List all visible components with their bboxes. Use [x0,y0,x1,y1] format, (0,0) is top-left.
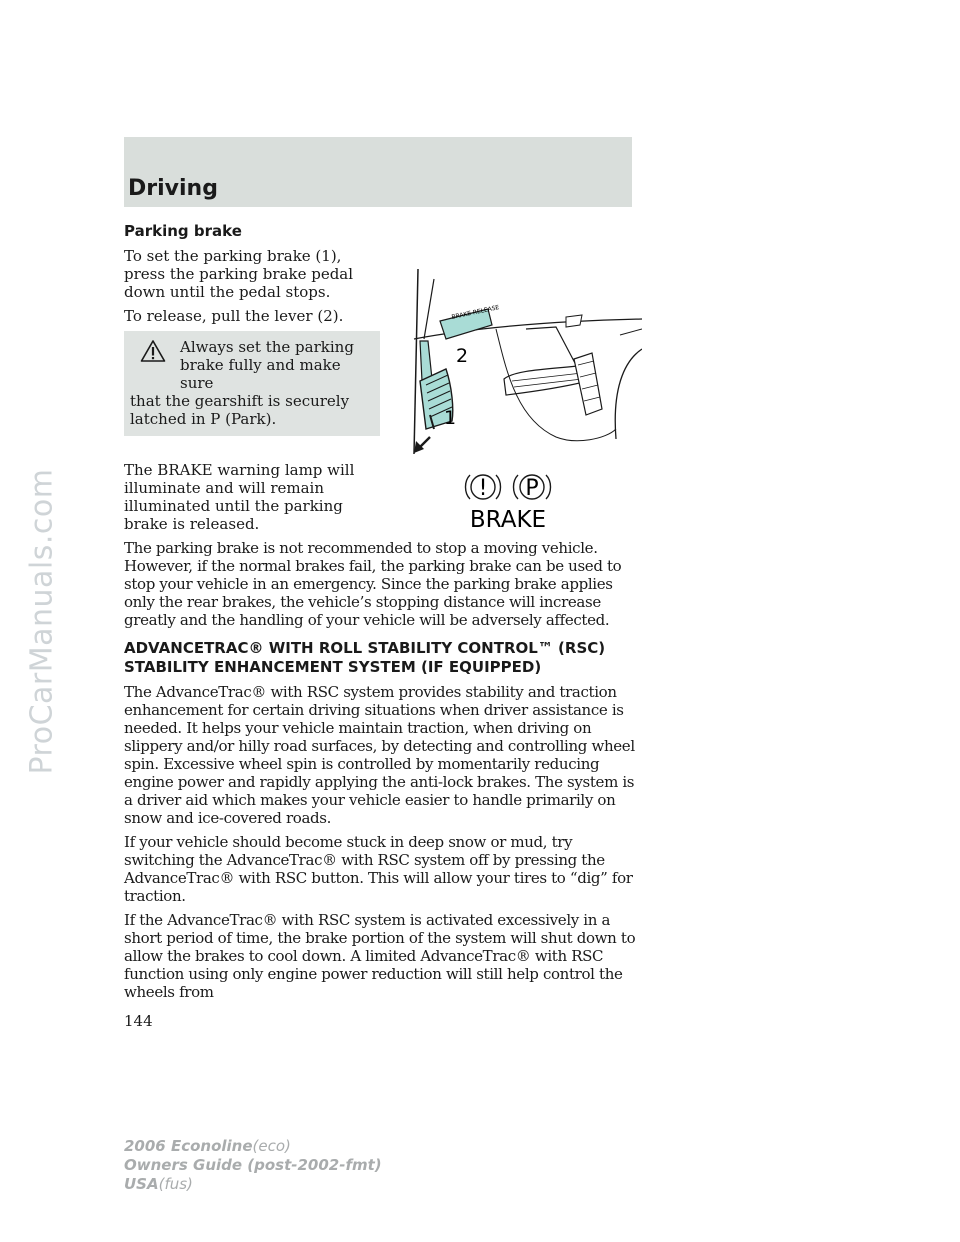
warning-icon [140,339,166,363]
body-text [124,539,636,1001]
lamp-symbol-right: P [525,476,539,501]
lamp-symbol-left: ! [478,476,488,501]
warning-line-1: Always set the parking [180,338,354,356]
footer-market: USA [124,1175,159,1193]
warning-rest: that the gearshift is securely latched in P (Park). [130,392,350,428]
parking-brake-p1: To set the parking brake (1), press the parking brake pedal down until the pedal stops. [124,247,354,301]
parking-brake-row [124,247,636,459]
advancetrac-p2: If your vehicle should become stuck in deep snow or mud, try switching the AdvanceTrac® with RSC system off by pressing the AdvanceTrac® with RSC button. This will allow your tires to “dig” for traction. [124,833,633,905]
footer-model-code: (eco) [252,1137,291,1155]
footer-line-2: Owners Guide (post-2002-fmt) [124,1156,382,1174]
section-title: Driving [128,176,218,201]
footer-line-1 [124,1137,382,1156]
parking-brake-pedal-illustration [406,269,642,459]
parking-brake-p2: To release, pull the lever (2). [124,307,344,325]
figure-release-text: BRAKE RELEASE [450,304,500,321]
figure-label-1: 1 [443,407,457,429]
warning-line-2: brake fully and make sure [180,356,341,392]
brake-lamp-row [124,461,636,539]
advancetrac-p1: The AdvanceTrac® with RSC system provides stability and traction enhancement for certain driving situations when driver assistance is needed. It helps your vehicle maintain traction, when driving on slippery and/or hilly road surfaces, by detecting and controlling wheel spin. Excessive wheel spin is controlled by momentarily reducing engine power and rapidly applying the anti-lock brakes. The system is a driver aid which makes your vehicle easier to handle primarily on snow and ice-covered roads. [124,683,635,827]
lamp-label: BRAKE [469,507,547,531]
advancetrac-heading: ADVANCETRAC® WITH ROLL STABILITY CONTROL™ (RSC) STABILITY ENHANCEMENT SYSTEM (IF EQUIPPED) [124,639,606,676]
figure-label-2: 2 [455,345,469,367]
parking-brake-p3: The parking brake is not recommended to stop a moving vehicle. However, if the normal brakes fail, the parking brake can be used to stop your vehicle in an emergency. Since the parking brake applies only the rear brakes, the vehicle’s stopping distance will increase greatly and the handling of your vehicle will be adversely affected. [124,539,622,629]
advancetrac-p3: If the AdvanceTrac® with RSC system is activated excessively in a short period of time, the brake portion of the system will shut down to allow the brakes to cool down. A limited AdvanceTrac® with RSC function using only engine power reduction will still help control the wheels from [124,911,636,1001]
footer-line-3 [124,1175,382,1194]
parking-brake-heading: Parking brake [124,222,242,240]
footer-model: 2006 Econoline [124,1137,253,1155]
section-header [124,137,632,207]
watermark [20,0,64,1242]
brake-lamp-text-block [124,461,364,539]
brake-warning-lamp-symbol [460,465,564,531]
footer-market-code: (fus) [158,1175,193,1193]
brake-lamp-text: The BRAKE warning lamp will illuminate and will remain illuminated until the parking brake is released. [124,461,355,533]
page-number: 144 [124,1012,153,1030]
warning-box [124,331,380,436]
watermark-text: ProCarManuals.com [24,467,60,775]
page-content [124,222,636,1007]
footer [124,1137,382,1194]
parking-brake-text [124,247,380,459]
